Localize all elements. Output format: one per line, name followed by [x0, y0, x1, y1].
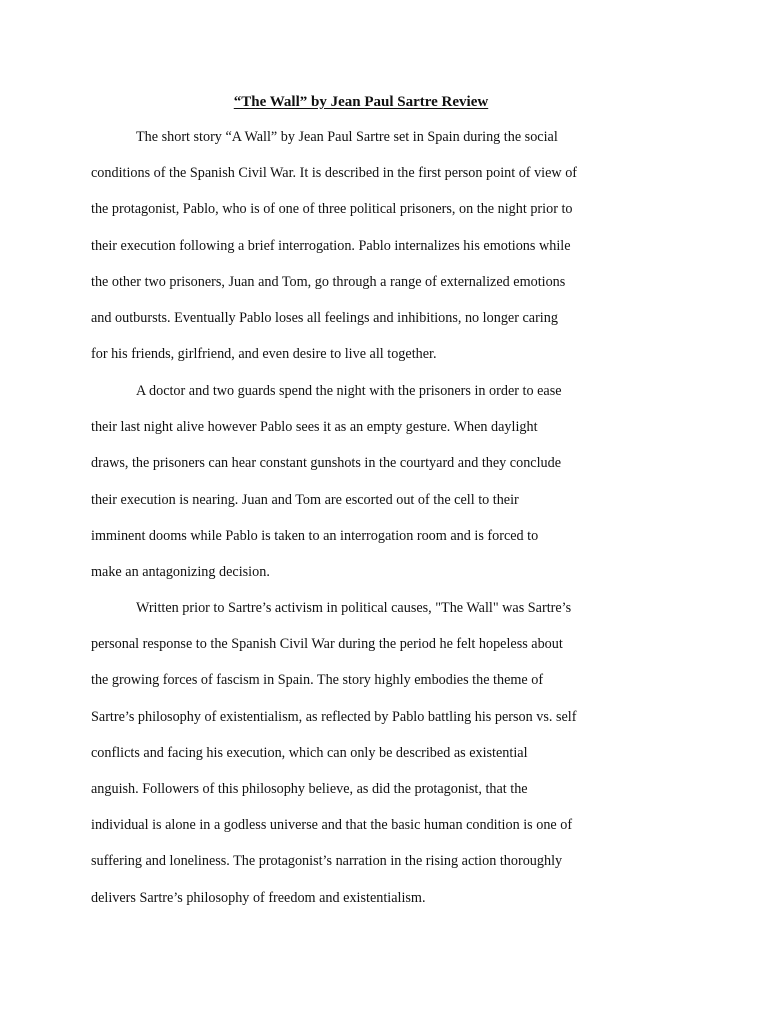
text-line: conflicts and facing his execution, which can only be described as existential — [91, 744, 528, 761]
paragraph-1 — [91, 119, 651, 372]
document-title: “The Wall” by Jean Paul Sartre Review — [233, 94, 489, 110]
text-line: their execution following a brief interrogation. Pablo internalizes his emotions while — [91, 237, 571, 254]
text-line: their last night alive however Pablo sees it as an empty gesture. When daylight — [91, 419, 538, 436]
text-line: conditions of the Spanish Civil War. It is described in the first person point of view of — [91, 165, 578, 182]
text-line: the other two prisoners, Juan and Tom, go through a range of externalized emotions — [91, 273, 566, 290]
text-line: anguish. Followers of this philosophy believe, as did the protagonist, that the — [91, 781, 528, 798]
text-line: personal response to the Spanish Civil War during the period he felt hopeless about — [91, 636, 563, 653]
text-line: make an antagonizing decision. — [91, 564, 270, 581]
paragraph-2 — [91, 373, 651, 590]
text-line: the protagonist, Pablo, who is of one of three political prisoners, on the night prior to — [91, 201, 573, 218]
text-line: their execution is nearing. Juan and Tom are escorted out of the cell to their — [91, 491, 519, 508]
text-line: imminent dooms while Pablo is taken to an interrogation room and is forced to — [91, 527, 539, 544]
text-line: suffering and loneliness. The protagonist’s narration in the rising action thoroughly — [91, 853, 563, 870]
paragraph-3 — [91, 590, 651, 916]
text-line: and outbursts. Eventually Pablo loses all feelings and inhibitions, no longer caring — [91, 310, 558, 327]
text-line: Written prior to Sartre’s activism in political causes, "The Wall" was Sartre’s — [136, 600, 572, 616]
text-line: delivers Sartre’s philosophy of freedom and existentialism. — [91, 889, 426, 906]
text-line: The short story “A Wall” by Jean Paul Sartre set in Spain during the social — [136, 129, 558, 145]
text-line: A doctor and two guards spend the night with the prisoners in order to ease — [136, 383, 562, 399]
text-line: the growing forces of fascism in Spain. The story highly embodies the theme of — [91, 672, 544, 689]
text-line: individual is alone in a godless universe and that the basic human condition is one of — [91, 817, 573, 834]
text-line: Sartre’s philosophy of existentialism, as reflected by Pablo battling his person vs. self — [91, 708, 577, 725]
text-line: for his friends, girlfriend, and even desire to live all together. — [91, 346, 437, 363]
text-line: draws, the prisoners can hear constant gunshots in the courtyard and they conclude — [91, 455, 562, 472]
